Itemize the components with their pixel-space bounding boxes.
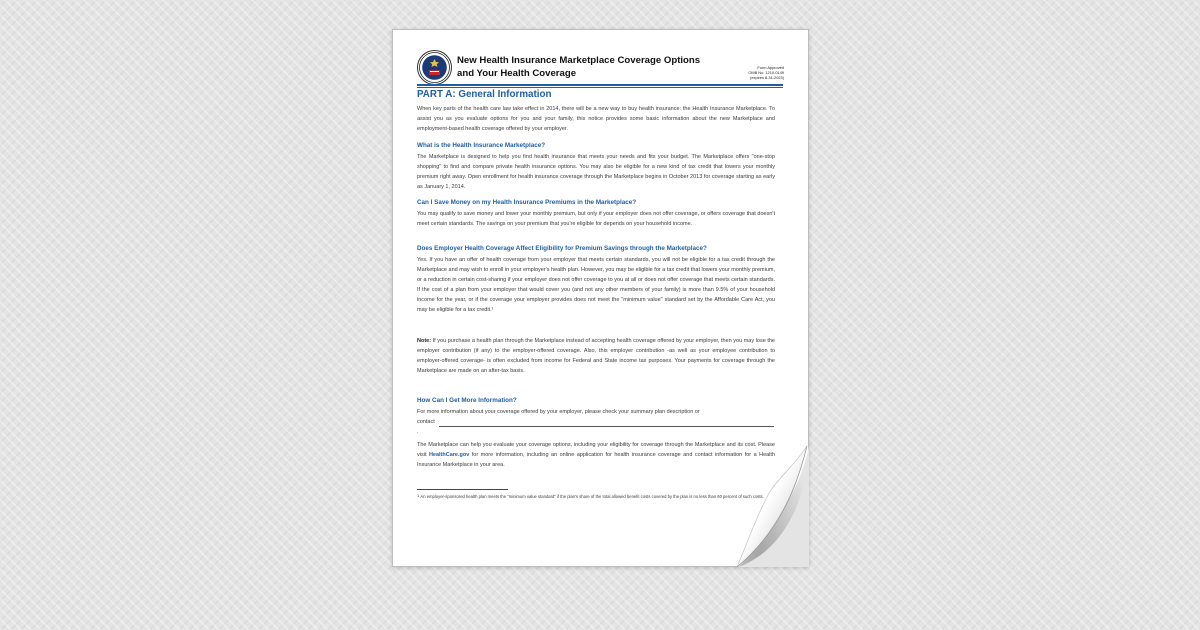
contact-period: . (417, 429, 419, 435)
department-seal-icon (417, 50, 452, 85)
omb-expiration: (expires 8-31-2023) (750, 74, 784, 80)
healthcare-gov-link[interactable]: HealthCare.gov (428, 452, 470, 458)
title-rule-thin (417, 87, 783, 88)
marketplace-help-text-cont: for more information, including an online application for health insurance coverage and contact information for a Health Insurance Marketplace in your area. (417, 452, 775, 468)
title-rule-thick (417, 84, 783, 86)
part-a-heading: PART A: General Information (417, 89, 552, 100)
section-body-save-money: You may qualify to save money and lower your monthly premium, but only if your employer does not offer coverage, or offers coverage that doesn't meet certain standards. The savings on your premium that you're eligible for depends on your household income. (417, 211, 775, 227)
section-heading-save-money: Can I Save Money on my Health Insurance Premiums in the Marketplace? (417, 199, 637, 206)
note-paragraph (417, 336, 775, 376)
omb-approval (724, 66, 784, 81)
footnote-text: An employer-sponsored health plan meets the "minimum value standard" if the plan's share of the total allowed benefit costs covered by the plan is no less than 60 percent of such costs. (420, 494, 764, 499)
marketplace-help-text: The Marketplace can help you evaluate your coverage options, including your eligibility for coverage through the Marketplace and its cost. Please visit (417, 442, 775, 458)
footnote (417, 492, 775, 501)
contact-fill-line (439, 426, 774, 427)
section-body-employer-coverage: Yes. If you have an offer of health coverage from your employer that meets certain standards, you will not be eligible for a tax credit through the Marketplace and may wish to enroll in your employer's health plan. However, you may be eligible for a tax credit that lowers your monthly premium, or a reduction in certain cost-sharing if your employer does not offer coverage to you at all or does not offer coverage that meets certain standards. If the cost of a plan from your employer that would cover you (and not any other members of your family) is more than 9.5% of your household income for the year, or if the coverage your employer provides does not meet the "minimum value" standard set by the Affordable Care Act, you may be eligible for a tax credit.¹ (417, 257, 775, 313)
marketplace-help-paragraph (417, 440, 775, 470)
intro-paragraph: When key parts of the health care law take effect in 2014, there will be a new way to buy health insurance: the Health Insurance Marketplace. To assist you as you evaluate options for you and your family, this notice provides some basic information about the new Marketplace and employment-based health coverage offered by your employer. (417, 106, 775, 132)
section-heading-more-information: How Can I Get More Information? (417, 397, 517, 404)
page-curl-icon (737, 446, 809, 567)
note-label: Note: (417, 338, 432, 344)
omb-number: OMB No. 1210-0149 (748, 69, 784, 75)
section-heading-employer-coverage: Does Employer Health Coverage Affect Eligibility for Premium Savings through the Marketplace? (417, 245, 707, 252)
contact-label: contact (417, 419, 435, 425)
note-body: If you purchase a health plan through the Marketplace instead of accepting health coverage offered by your employer, then you may lose the employer contribution (if any) to the employer-offered coverage. Also, this employer contribution -as well as your employee contribution to employer-offered coverage- is often excluded from income for Federal and State income tax purposes. Your payments for coverage through the Marketplace are made on an after-tax basis. (417, 338, 775, 374)
footnote-rule (417, 489, 508, 490)
footnote-marker: 1 (417, 493, 420, 498)
omb-form-approved: Form Approved (757, 65, 784, 70)
more-info-paragraph: For more information about your coverage offered by your employer, please check your summary plan description or (417, 409, 700, 415)
section-heading-what-is-marketplace: What is the Health Insurance Marketplace? (417, 142, 546, 149)
document-title: New Health Insurance Marketplace Coverage Options and Your Health Coverage (457, 55, 701, 79)
section-body-what-is-marketplace: The Marketplace is designed to help you find health insurance that meets your needs and fits your budget. The Marketplace offers "one-stop shopping" to find and compare private health insurance options. You may also be eligible for a new kind of tax credit that lowers your monthly premium right away. Open enrollment for health insurance coverage through the Marketplace begins in October 2013 for coverage starting as early as January 1, 2014. (417, 154, 775, 190)
